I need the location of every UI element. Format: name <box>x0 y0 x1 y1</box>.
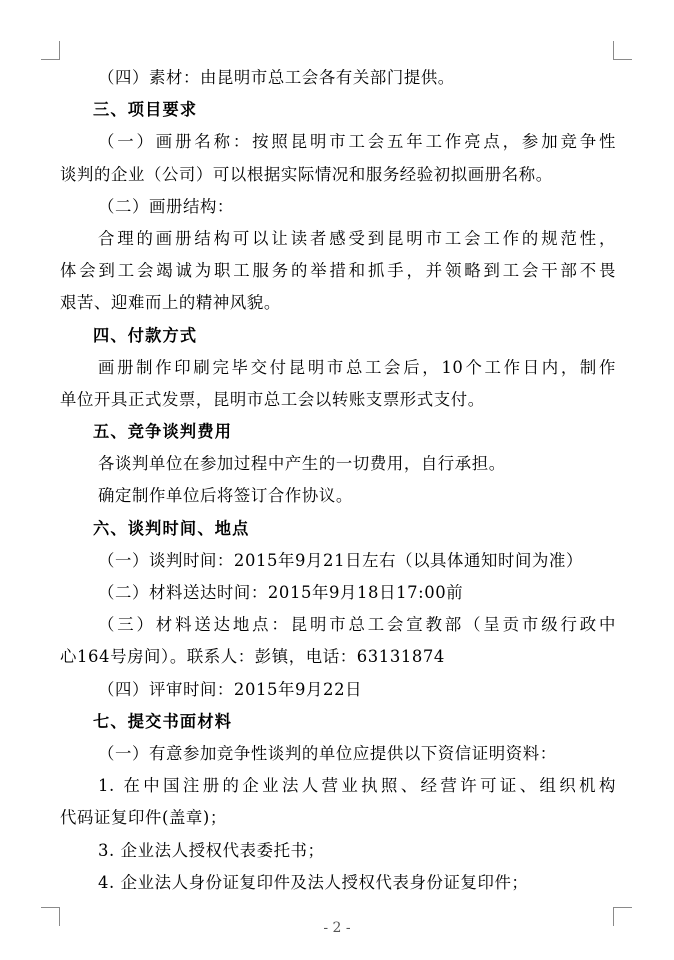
paragraph-album-name-cont: 谈判的企业（公司）可以根据实际情况和服务经验初拟画册名称。 <box>60 164 553 184</box>
list-item-4: 4. 企业法人身份证复印件及法人授权代表身份证复印件； <box>98 872 529 892</box>
section-heading-time-place: 六、谈判时间、地点 <box>93 518 250 538</box>
paragraph-album-structure: 合理的画册结构可以让读者感受到昆明市工会工作的规范性， <box>98 228 616 248</box>
section-heading-submit-materials: 七、提交书面材料 <box>93 711 233 731</box>
section-heading-payment: 四、付款方式 <box>93 325 198 345</box>
section-heading-project-requirements: 三、项目要求 <box>93 100 198 120</box>
document-body <box>60 62 616 899</box>
crop-mark-top-right <box>613 41 632 60</box>
paragraph-delivery-place-cont: 心164号房间）。联系人：彭镇，电话：63131874 <box>60 647 445 667</box>
page-number: - 2 - <box>323 920 351 936</box>
paragraph-payment: 画册制作印刷完毕交付昆明市总工会后，10个工作日内，制作 <box>98 357 616 377</box>
paragraph-payment-cont: 单位开具正式发票，昆明市总工会以转账支票形式支付。 <box>60 389 485 409</box>
paragraph-album-name: （一）画册名称：按照昆明市工会五年工作亮点，参加竞争性 <box>98 132 616 152</box>
paragraph-album-structure-cont: 体会到工会竭诚为职工服务的举措和抓手，并领略到工会干部不畏 <box>60 261 616 281</box>
paragraph-costs: 各谈判单位在参加过程中产生的一切费用，自行承担。 <box>98 454 506 474</box>
list-item-1-cont: 代码证复印件(盖章)； <box>60 808 227 828</box>
paragraph-credit-documents: （一）有意参加竞争性谈判的单位应提供以下资信证明资料： <box>98 743 557 763</box>
section-heading-negotiation-costs: 五、竞争谈判费用 <box>93 422 233 442</box>
paragraph-materials-source: （四）素材：由昆明市总工会各有关部门提供。 <box>98 68 455 87</box>
paragraph-album-structure-end: 艰苦、迎难而上的精神风貌。 <box>60 293 281 313</box>
paragraph-album-structure-label: （二）画册结构： <box>98 196 234 216</box>
crop-mark-top-left <box>41 41 60 60</box>
paragraph-delivery-time: （二）材料送达时间：2015年9月18日17:00前 <box>98 583 464 602</box>
paragraph-review-time: （四）评审时间：2015年9月22日 <box>98 679 363 699</box>
paragraph-negotiation-time: （一）谈判时间：2015年9月21日左右（以具体通知时间为准） <box>98 550 583 570</box>
paragraph-agreement: 确定制作单位后将签订合作协议。 <box>98 486 353 506</box>
list-item-3: 3. 企业法人授权代表委托书； <box>98 840 325 860</box>
paragraph-delivery-place: （三）材料送达地点：昆明市总工会宣教部（呈贡市级行政中 <box>98 615 616 635</box>
list-item-1: 1. 在中国注册的企业法人营业执照、经营许可证、组织机构 <box>98 776 616 796</box>
